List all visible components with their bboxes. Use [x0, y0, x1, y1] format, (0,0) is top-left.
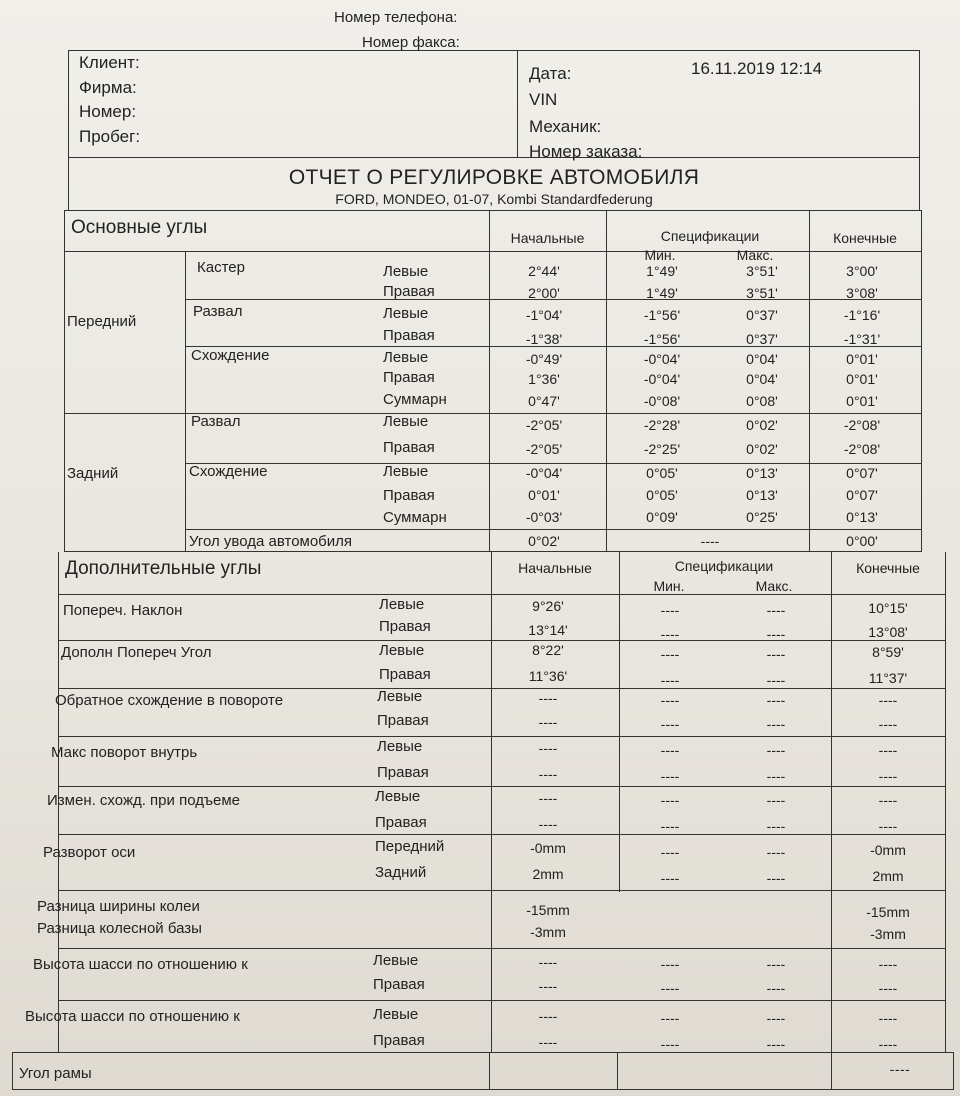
min-value: ---- [660, 980, 680, 996]
basic-value: -2°05' [525, 417, 563, 433]
initial-value: 11°36' [528, 668, 568, 684]
max-value: ---- [766, 792, 786, 808]
min-value: ---- [660, 818, 680, 834]
basic-value: 0°37' [746, 307, 778, 323]
min-value: ---- [660, 844, 680, 860]
basic-value: 0°04' [746, 371, 778, 387]
final-value: -0mm [870, 842, 906, 858]
basic-value: 0°07' [846, 465, 878, 481]
initial-value: ---- [538, 1008, 558, 1024]
basic-value: 0°01' [846, 351, 878, 367]
final-value: ---- [878, 742, 898, 758]
final-value: ---- [878, 692, 898, 708]
basic-value: 0°13' [846, 509, 878, 525]
setback-rear: Задний [375, 864, 427, 881]
initial-value: ---- [538, 954, 558, 970]
col-min: Мин. [644, 247, 676, 263]
caster-label: Кастер [197, 259, 245, 276]
thrust-value: 0°00' [846, 533, 878, 549]
thrust-label: Угол увода автомобиля [189, 533, 353, 550]
basic-angles-table [64, 210, 922, 552]
final-value: -3mm [870, 926, 906, 942]
max-value: ---- [766, 956, 786, 972]
date-value: 16.11.2019 12:14 [691, 59, 823, 78]
basic-value: 3°51' [746, 263, 778, 279]
basic-value: -0°49' [525, 351, 563, 367]
final-value: 11°37' [868, 670, 908, 686]
max-value: ---- [766, 716, 786, 732]
initial-value: ---- [538, 978, 558, 994]
date-label: Дата: [529, 64, 572, 83]
toe-out-label: Обратное схождение в повороте [55, 692, 284, 709]
frame-angle-final: ---- [889, 1061, 911, 1077]
rear-label: Задний [67, 465, 119, 482]
thrust-value: 0°02' [528, 533, 560, 549]
min-value: ---- [660, 646, 680, 662]
col-max: Макс. [755, 578, 793, 594]
basic-value: 0°05' [646, 465, 678, 481]
col-max: Макс. [736, 247, 774, 263]
basic-value: -2°25' [643, 441, 681, 457]
extra-angles-title: Дополнительные углы [65, 558, 262, 579]
side-left: Левые [375, 788, 421, 805]
min-value: ---- [660, 1010, 680, 1026]
frame-angle-row [12, 1052, 954, 1090]
min-value: ---- [660, 716, 680, 732]
basic-value: 0°13' [746, 465, 778, 481]
min-value: ---- [660, 792, 680, 808]
setback-label: Разворот оси [43, 844, 136, 861]
basic-value: 0°01' [846, 393, 878, 409]
final-value: ---- [878, 1036, 898, 1052]
side-left: Левые [383, 349, 429, 366]
initial-value: ---- [538, 714, 558, 730]
rear-toe-label: Схождение [189, 463, 268, 480]
basic-angles-title: Основные углы [71, 217, 208, 238]
min-value: ---- [660, 602, 680, 618]
initial-value: 8°22' [532, 642, 564, 658]
side-right: Правая [379, 666, 431, 683]
min-value: ---- [660, 692, 680, 708]
frame-angle-label: Угол рамы [19, 1065, 92, 1082]
side-left: Левые [383, 463, 429, 480]
wheelbase-diff-label: Разница колесной базы [37, 920, 202, 937]
initial-value: ---- [538, 1034, 558, 1050]
firm-label: Фирма: [79, 78, 137, 97]
mileage-label: Пробег: [79, 127, 141, 146]
basic-value: 3°51' [746, 285, 778, 301]
final-value: 10°15' [868, 600, 908, 616]
mechanic-label: Механик: [529, 117, 602, 136]
side-total: Суммарн [383, 509, 447, 526]
basic-value: -1°56' [643, 307, 681, 323]
side-left: Левые [373, 952, 419, 969]
initial-value: ---- [538, 766, 558, 782]
col-final: Конечные [856, 560, 920, 576]
basic-value: -0°03' [525, 509, 563, 525]
max-value: ---- [766, 1036, 786, 1052]
height1-label: Высота шасси по отношению к [33, 956, 248, 973]
max-value: ---- [766, 870, 786, 886]
max-value: ---- [766, 692, 786, 708]
final-value: ---- [878, 792, 898, 808]
side-left: Левые [379, 642, 425, 659]
max-value: ---- [766, 742, 786, 758]
basic-value: -0°04' [643, 351, 681, 367]
report-title: ОТЧЕТ О РЕГУЛИРОВКЕ АВТОМОБИЛЯ [288, 166, 700, 189]
basic-value: 3°08' [846, 285, 878, 301]
front-camber-label: Развал [193, 303, 243, 320]
bump-steer-label: Измен. схожд. при подъеме [47, 792, 241, 809]
basic-value: 2°00' [528, 285, 560, 301]
side-right: Правая [383, 487, 435, 504]
basic-value: -2°08' [843, 417, 881, 433]
front-label: Передний [67, 313, 137, 330]
side-right: Правая [373, 976, 425, 993]
max-value: ---- [766, 818, 786, 834]
basic-value: -2°08' [843, 441, 881, 457]
final-value: ---- [878, 980, 898, 996]
initial-value: ---- [538, 816, 558, 832]
side-total: Суммарн [383, 391, 447, 408]
max-value: ---- [766, 844, 786, 860]
initial-value: 9°26' [532, 598, 564, 614]
side-right: Правая [377, 764, 429, 781]
basic-value: -1°38' [525, 331, 563, 347]
basic-value: 0°25' [746, 509, 778, 525]
max-value: ---- [766, 980, 786, 996]
front-toe-label: Схождение [191, 347, 270, 364]
side-left: Левые [377, 688, 423, 705]
vin-label: VIN [529, 90, 558, 109]
initial-value: -0mm [530, 840, 566, 856]
col-final: Конечные [833, 230, 897, 246]
side-right: Правая [377, 712, 429, 729]
side-right: Правая [383, 327, 435, 344]
basic-value: 1°49' [646, 263, 678, 279]
side-left: Левые [373, 1006, 419, 1023]
final-value: -15mm [866, 904, 910, 920]
side-left: Левые [379, 596, 425, 613]
final-value: 8°59' [872, 644, 904, 660]
basic-value: 0°08' [746, 393, 778, 409]
max-value: ---- [766, 602, 786, 618]
side-left: Левые [383, 305, 429, 322]
basic-value: -0°04' [525, 465, 563, 481]
basic-value: -1°31' [843, 331, 881, 347]
report-title-block [68, 158, 920, 210]
initial-value: ---- [538, 740, 558, 756]
side-right: Правая [375, 814, 427, 831]
basic-value: -1°16' [843, 307, 881, 323]
basic-value: 1°36' [528, 371, 560, 387]
side-left: Левые [383, 263, 429, 280]
max-turn-label: Макс поворот внутрь [51, 744, 198, 761]
extra-angles-table [25, 552, 946, 1052]
kpi-label: Попереч. Наклон [63, 602, 183, 619]
basic-value: 0°37' [746, 331, 778, 347]
basic-value: -1°56' [643, 331, 681, 347]
basic-value: -2°05' [525, 441, 563, 457]
min-value: ---- [660, 956, 680, 972]
basic-value: 0°01' [846, 371, 878, 387]
final-value: 13°08' [868, 624, 908, 640]
basic-value: -2°28' [643, 417, 681, 433]
max-value: ---- [766, 768, 786, 784]
min-value: ---- [660, 768, 680, 784]
min-value: ---- [660, 870, 680, 886]
basic-value: 0°05' [646, 487, 678, 503]
col-initial: Начальные [510, 230, 585, 246]
basic-value: -1°04' [525, 307, 563, 323]
thrust-value: ---- [700, 533, 720, 549]
rear-camber-label: Развал [191, 413, 241, 430]
final-value: 2mm [872, 868, 904, 884]
final-value: ---- [878, 818, 898, 834]
header-box [68, 50, 920, 161]
min-value: ---- [660, 626, 680, 642]
final-value: ---- [878, 1010, 898, 1026]
basic-value: 0°09' [646, 509, 678, 525]
included-angle-label: Дополн Попереч Угол [61, 644, 212, 661]
initial-value: ---- [538, 790, 558, 806]
initial-value: 13°14' [528, 622, 568, 638]
initial-value: -15mm [526, 902, 570, 918]
min-value: ---- [660, 742, 680, 758]
final-value: ---- [878, 768, 898, 784]
basic-value: 0°02' [746, 417, 778, 433]
side-right: Правая [373, 1032, 425, 1049]
basic-value: -0°08' [643, 393, 681, 409]
col-specs: Спецификации [674, 558, 774, 574]
initial-value: ---- [538, 690, 558, 706]
side-right: Правая [383, 439, 435, 456]
final-value: ---- [878, 956, 898, 972]
max-value: ---- [766, 672, 786, 688]
basic-value: 0°47' [528, 393, 560, 409]
side-right: Правая [383, 369, 435, 386]
phone-label: Номер телефона: [334, 9, 458, 26]
min-value: ---- [660, 1036, 680, 1052]
max-value: ---- [766, 626, 786, 642]
number-label: Номер: [79, 102, 137, 121]
fax-label: Номер факса: [362, 34, 460, 51]
max-value: ---- [766, 1010, 786, 1026]
setback-front: Передний [375, 838, 445, 855]
basic-value: 1°49' [646, 285, 678, 301]
side-left: Левые [377, 738, 423, 755]
initial-value: 2mm [532, 866, 564, 882]
basic-value: -0°04' [643, 371, 681, 387]
initial-value: -3mm [530, 924, 566, 940]
min-value: ---- [660, 672, 680, 688]
track-diff-label: Разница ширины колеи [37, 898, 200, 915]
basic-value: 0°04' [746, 351, 778, 367]
side-right: Правая [383, 283, 435, 300]
report-subtitle: FORD, MONDEO, 01-07, Kombi Standardfederung [335, 191, 653, 207]
basic-value: 0°07' [846, 487, 878, 503]
final-value: ---- [878, 716, 898, 732]
side-right: Правая [379, 618, 431, 635]
basic-value: 2°44' [528, 263, 560, 279]
basic-value: 0°02' [746, 441, 778, 457]
max-value: ---- [766, 646, 786, 662]
basic-value: 3°00' [846, 263, 878, 279]
col-min: Мин. [653, 578, 685, 594]
basic-value: 0°13' [746, 487, 778, 503]
col-specs: Спецификации [660, 228, 760, 244]
col-initial: Начальные [518, 560, 592, 576]
side-left: Левые [383, 413, 429, 430]
order-label: Номер заказа: [529, 142, 643, 161]
client-label: Клиент: [79, 53, 140, 72]
height2-label: Высота шасси по отношению к [25, 1008, 240, 1025]
basic-value: 0°01' [528, 487, 560, 503]
